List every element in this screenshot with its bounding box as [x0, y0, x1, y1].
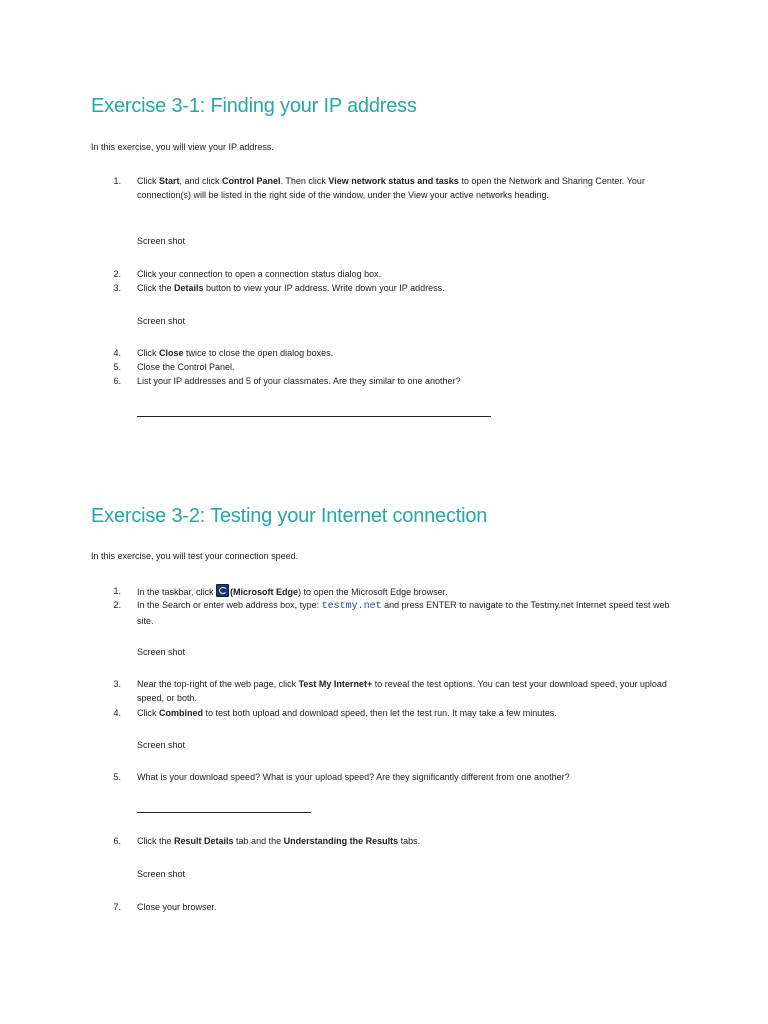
step-number: 5. [113, 362, 121, 372]
step-number: 4. [113, 348, 121, 358]
screenshot-placeholder: Screen shot [137, 647, 186, 657]
step-number: 4. [113, 708, 121, 718]
exercise-1-intro: In this exercise, you will view your IP address. [91, 142, 274, 152]
screenshot-placeholder: Screen shot [137, 236, 186, 246]
screenshot-placeholder: Screen shot [137, 740, 186, 750]
step-number: 3. [113, 283, 121, 293]
step-number: 5. [113, 772, 121, 782]
step-text: Click Combined to test both upload and download speed, then let the test run. It may take a few minutes. [137, 708, 557, 718]
step-number: 6. [113, 376, 121, 386]
step-text: Click Close twice to close the open dialog boxes. [137, 348, 334, 358]
exercise-2-intro: In this exercise, you will test your connection speed. [91, 551, 299, 561]
exercise-1-heading: Exercise 3-1: Finding your IP address [91, 95, 417, 117]
step-number: 6. [113, 836, 121, 846]
exercise-2-heading: Exercise 3-2: Testing your Internet connection [91, 505, 488, 527]
step-number: 3. [113, 679, 121, 689]
step-text: Near the top-right of the web page, click Test My Internet+ to reveal the test options. You can test your download speed, your upload speed, or both. [137, 679, 667, 703]
screenshot-placeholder: Screen shot [137, 316, 186, 326]
step-number: 7. [113, 902, 121, 912]
screenshot-placeholder: Screen shot [137, 869, 186, 879]
step-number: 1. [113, 176, 121, 186]
step-number: 2. [113, 269, 121, 279]
step-text: Click the Details button to view your IP address. Write down your IP address. [137, 283, 445, 293]
step-text: Click Start, and click Control Panel. Then click View network status and tasks to open the Network and Sharing Center. Your connection(s) will be listed in the right side of the window, under the View your active networks heading. [137, 176, 645, 200]
step-number: 2. [113, 600, 121, 610]
step-text: List your IP addresses and 5 of your classmates. Are they similar to one another? [137, 376, 461, 386]
step-text: In the Search or enter web address box, type: testmy.net and press ENTER to navigate to the Testmy.net Internet speed test web site. [137, 600, 670, 626]
answer-line [137, 416, 491, 417]
step-number: 1. [113, 586, 121, 596]
step-text: In the taskbar, click (Microsoft Edge) to open the Microsoft Edge browser. [137, 584, 677, 599]
step-text: Click your connection to open a connection status dialog box. [137, 269, 382, 279]
step-text: What is your download speed? What is your upload speed? Are they significantly different from one another? [137, 772, 570, 782]
microsoft-edge-icon [216, 584, 229, 597]
step-text: Close your browser. [137, 902, 217, 912]
step-text: Close the Control Panel. [137, 362, 235, 372]
answer-line [137, 812, 311, 813]
url-code: testmy.net [321, 601, 382, 612]
step-text: Click the Result Details tab and the Understanding the Results tabs. [137, 836, 421, 846]
